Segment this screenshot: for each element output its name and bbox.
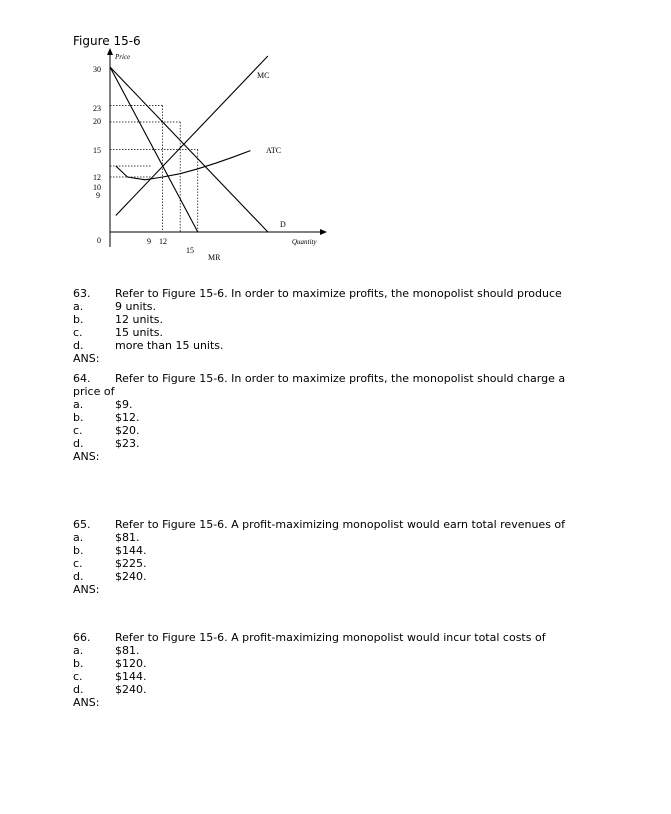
question-64 <box>73 372 653 463</box>
ans-label: ANS: <box>73 583 100 596</box>
x-axis-arrow <box>320 229 327 235</box>
y-axis-arrow <box>107 48 113 55</box>
y-tick-label: 23 <box>93 104 101 113</box>
option-c: c. $20. <box>73 424 140 437</box>
y-tick-label: 12 <box>93 173 101 182</box>
option-b: b. $12. <box>73 411 140 424</box>
y-axis-label: Price <box>115 53 131 61</box>
y-tick-label: 10 <box>93 183 101 192</box>
question-stem: Refer to Figure 15-6. A profit-maximizing monopolist would incur total costs of <box>115 631 546 644</box>
d-curve <box>110 67 268 232</box>
x-tick-label: 12 <box>159 237 167 246</box>
figure-title: Figure 15-6 <box>73 34 141 48</box>
figure-15-6-chart <box>0 0 671 280</box>
ans-label: ANS: <box>73 352 100 365</box>
y-tick-label: 9 <box>96 191 100 200</box>
question-stem: Refer to Figure 15-6. A profit-maximizing monopolist would earn total revenues of <box>115 518 566 531</box>
mc-curve <box>116 56 268 216</box>
option-d: d. $240. <box>73 683 147 696</box>
x-tick-label: 9 <box>147 237 151 246</box>
x-axis-label: Quantity <box>292 238 317 246</box>
question-63 <box>73 287 653 365</box>
option-c: c. $225. <box>73 557 147 570</box>
option-a: a. 9 units. <box>73 300 157 313</box>
question-stem-continued: price of <box>73 385 115 398</box>
atc-curve <box>116 151 251 180</box>
origin-label: 0 <box>97 236 101 245</box>
question-65 <box>73 518 653 596</box>
option-a: a. $81. <box>73 531 140 544</box>
y-tick-label: 15 <box>93 146 101 155</box>
option-a: a. $81. <box>73 644 140 657</box>
option-c: c. 15 units. <box>73 326 164 339</box>
option-d: d. more than 15 units. <box>73 339 224 352</box>
x-tick-label: 15 <box>186 246 194 255</box>
ans-label: ANS: <box>73 450 100 463</box>
option-b: b. 12 units. <box>73 313 164 326</box>
question-number: 63. <box>73 287 91 300</box>
option-b: b. $144. <box>73 544 147 557</box>
curves <box>110 56 268 232</box>
ans-label: ANS: <box>73 696 100 709</box>
option-b: b. $120. <box>73 657 147 670</box>
option-d: d. $23. <box>73 437 140 450</box>
question-number: 65. <box>73 518 91 531</box>
mr-label: MR <box>208 253 221 262</box>
option-d: d. $240. <box>73 570 147 583</box>
y-tick-label: 20 <box>93 117 101 126</box>
reference-lines <box>110 106 198 233</box>
d-label: D <box>280 220 286 229</box>
atc-label: ATC <box>266 146 282 155</box>
question-66 <box>73 631 653 709</box>
mc-label: MC <box>257 71 270 80</box>
option-c: c. $144. <box>73 670 147 683</box>
question-stem: Refer to Figure 15-6. In order to maximize profits, the monopolist should charge a <box>115 372 566 385</box>
question-number: 64. <box>73 372 91 385</box>
question-stem: Refer to Figure 15-6. In order to maximize profits, the monopolist should produce <box>115 287 562 300</box>
question-number: 66. <box>73 631 91 644</box>
y-tick-label: 30 <box>93 65 101 74</box>
option-a: a. $9. <box>73 398 133 411</box>
